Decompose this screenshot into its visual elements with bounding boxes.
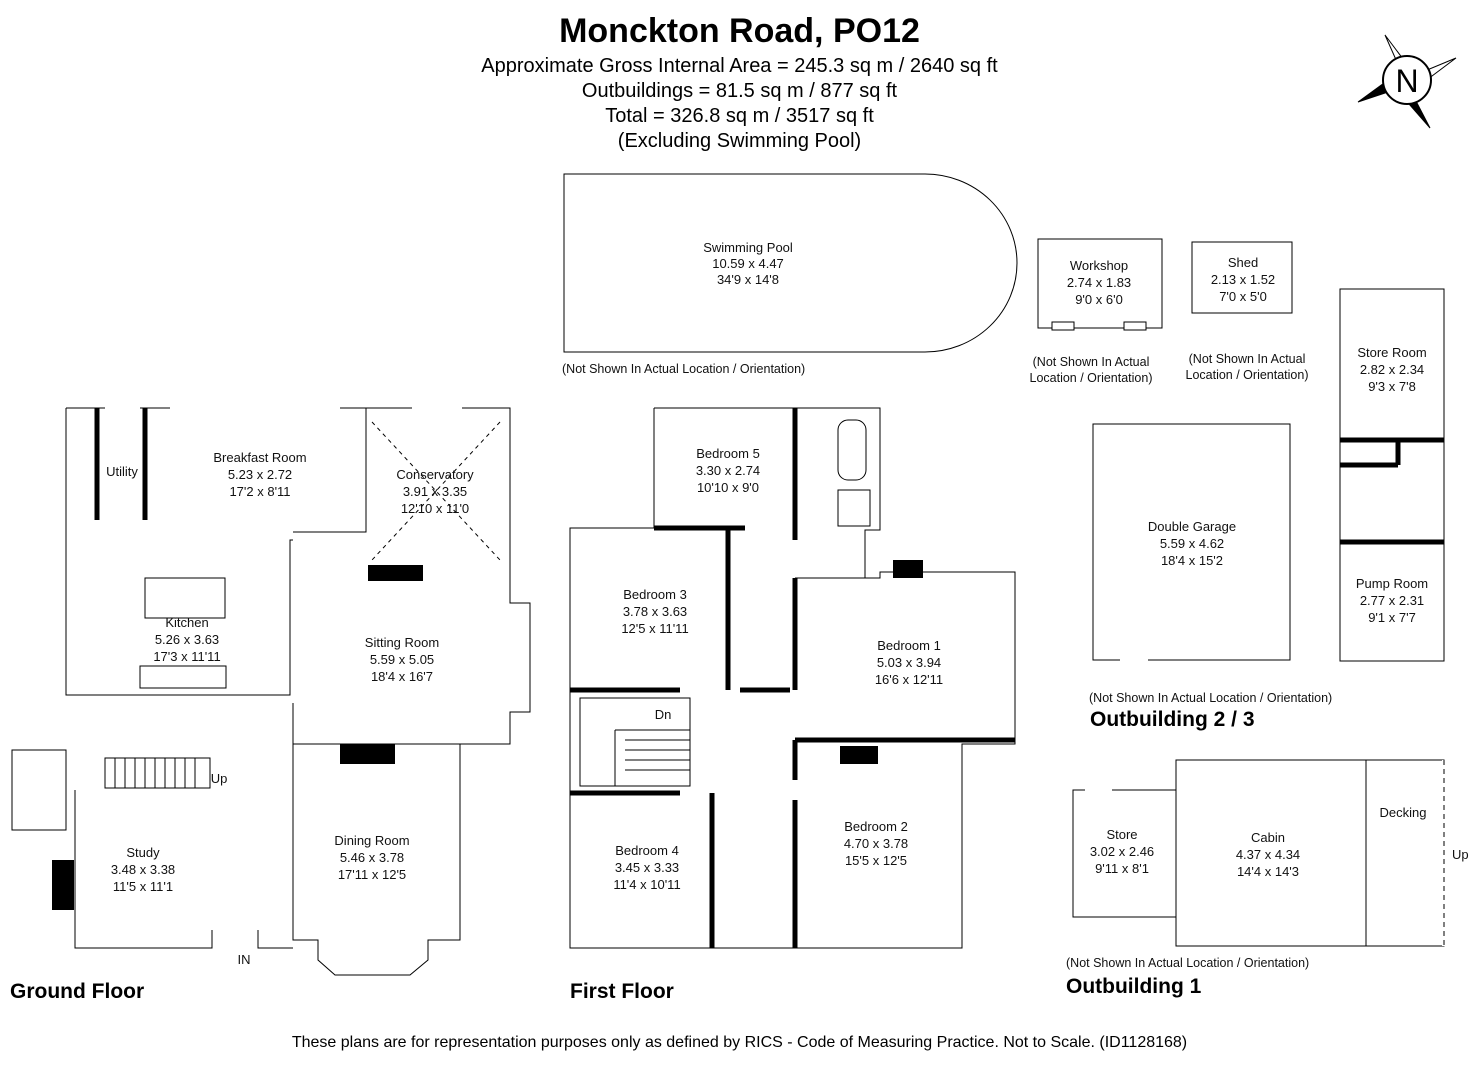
ground-floor-labels	[10, 450, 474, 1003]
garage-metric: 5.59 x 4.62	[1159, 536, 1225, 551]
bedroom5-metric: 3.30 x 2.74	[695, 463, 761, 478]
pump-room-name: Pump Room	[1355, 576, 1429, 591]
store-room-name: Store Room	[1357, 345, 1427, 360]
bedroom2-metric: 4.70 x 3.78	[843, 836, 909, 851]
workshop-note-2: Location / Orientation)	[1029, 371, 1153, 385]
store-name: Store	[1106, 827, 1138, 842]
first-floor-label: First Floor	[570, 980, 674, 1003]
dining-name: Dining Room	[334, 833, 410, 848]
store-room-imperial: 9'3 x 7'8	[1368, 379, 1416, 394]
shed-metric: 2.13 x 1.52	[1210, 272, 1276, 287]
conservatory-metric: 3.91 x 3.35	[402, 484, 468, 499]
bedroom4-name: Bedroom 4	[615, 843, 679, 858]
outbuilding-1	[1066, 760, 1469, 998]
bedroom4-imperial: 11'4 x 10'11	[613, 877, 681, 892]
breakfast-imperial: 17'2 x 8'11	[229, 484, 291, 499]
pool-imperial: 34'9 x 14'8	[716, 272, 780, 287]
compass-letter: N	[1395, 63, 1419, 99]
study-metric: 3.48 x 3.38	[110, 862, 176, 877]
bedroom1-metric: 5.03 x 3.94	[876, 655, 942, 670]
breakfast-name: Breakfast Room	[213, 450, 307, 465]
pump-room-metric: 2.77 x 2.31	[1359, 593, 1425, 608]
pool-note: (Not Shown In Actual Location / Orientation)	[562, 362, 806, 376]
conservatory-imperial: 12'10 x 11'0	[400, 501, 470, 516]
kitchen-name: Kitchen	[165, 615, 209, 630]
store-imperial: 9'11 x 8'1	[1095, 861, 1149, 876]
store-metric: 3.02 x 2.46	[1089, 844, 1155, 859]
exclusion-text: (Excluding Swimming Pool)	[617, 130, 862, 152]
shed	[1186, 242, 1309, 382]
total-area-text: Total = 326.8 sq m / 3517 sq ft	[605, 105, 874, 127]
workshop-metric: 2.74 x 1.83	[1066, 275, 1132, 290]
garage-name: Double Garage	[1147, 519, 1237, 534]
bedroom3-metric: 3.78 x 3.63	[622, 604, 688, 619]
outbuilding23-label: Outbuilding 2 / 3	[1090, 708, 1255, 731]
bedroom1-imperial: 16'6 x 12'11	[874, 672, 944, 687]
workshop-name: Workshop	[1069, 258, 1129, 273]
study-imperial: 11'5 x 11'1	[112, 879, 174, 894]
shed-note-1: (Not Shown In Actual	[1188, 352, 1306, 366]
workshop	[1030, 239, 1163, 385]
sitting-name: Sitting Room	[364, 635, 440, 650]
bedroom3-imperial: 12'5 x 11'11	[621, 621, 689, 636]
sitting-imperial: 18'4 x 16'7	[370, 669, 434, 684]
cabin-metric: 4.37 x 4.34	[1235, 847, 1301, 862]
bedroom4-metric: 3.45 x 3.33	[614, 860, 680, 875]
store-room-metric: 2.82 x 2.34	[1359, 362, 1425, 377]
kitchen-imperial: 17'3 x 11'11	[153, 649, 221, 664]
gross-area-text: Approximate Gross Internal Area = 245.3 sq m / 2640 sq ft	[481, 55, 998, 77]
outbuildings-area-text: Outbuildings = 81.5 sq m / 877 sq ft	[581, 80, 898, 102]
pump-room-imperial: 9'1 x 7'7	[1368, 610, 1416, 625]
outbuilding1-label: Outbuilding 1	[1066, 975, 1202, 998]
cabin-imperial: 14'4 x 14'3	[1236, 864, 1300, 879]
conservatory-name: Conservatory	[396, 467, 474, 482]
plan-title: Monckton Road, PO12	[559, 12, 920, 50]
stairs-down-label: Dn	[654, 707, 672, 722]
swimming-pool	[562, 174, 1017, 376]
decking-up-label: Up	[1452, 847, 1469, 862]
kitchen-metric: 5.26 x 3.63	[154, 632, 220, 647]
cabin-name: Cabin	[1251, 830, 1285, 845]
compass-icon	[1358, 35, 1456, 128]
workshop-note-1: (Not Shown In Actual	[1032, 355, 1150, 369]
sitting-metric: 5.59 x 5.05	[369, 652, 435, 667]
ground-floor-label: Ground Floor	[10, 980, 145, 1003]
decking-name: Decking	[1379, 805, 1427, 820]
breakfast-metric: 5.23 x 2.72	[227, 467, 293, 482]
pool-metric: 10.59 x 4.47	[712, 256, 784, 271]
outbuilding1-note: (Not Shown In Actual Location / Orientation)	[1066, 956, 1310, 970]
utility-name: Utility	[106, 464, 138, 479]
study-name: Study	[126, 845, 160, 860]
garage-note: (Not Shown In Actual Location / Orientation)	[1089, 691, 1333, 705]
stairs-first	[580, 698, 690, 786]
shed-imperial: 7'0 x 5'0	[1219, 289, 1267, 304]
store-and-pump-rooms	[1340, 289, 1444, 661]
garage-imperial: 18'4 x 15'2	[1160, 553, 1224, 568]
dining-metric: 5.46 x 3.78	[339, 850, 405, 865]
shed-note-2: Location / Orientation)	[1185, 368, 1309, 382]
first-floor-labels	[570, 446, 943, 1003]
bedroom1-name: Bedroom 1	[877, 638, 941, 653]
entrance-label: IN	[237, 952, 251, 967]
shed-name: Shed	[1227, 255, 1259, 270]
bedroom2-name: Bedroom 2	[844, 819, 908, 834]
bedroom5-imperial: 10'10 x 9'0	[696, 480, 760, 495]
workshop-imperial: 9'0 x 6'0	[1075, 292, 1123, 307]
bedroom3-name: Bedroom 3	[623, 587, 687, 602]
bedroom5-name: Bedroom 5	[696, 446, 760, 461]
stairs-up-label: Up	[210, 771, 228, 786]
double-garage	[1089, 424, 1332, 731]
disclaimer-footer: These plans are for representation purposes only as defined by RICS - Code of Measuring Practice. Not to Scale. (ID1128168)	[291, 1034, 1188, 1051]
dining-imperial: 17'11 x 12'5	[337, 867, 407, 882]
pool-name: Swimming Pool	[703, 240, 793, 255]
bedroom2-imperial: 15'5 x 12'5	[844, 853, 908, 868]
stairs-ground	[105, 758, 210, 788]
